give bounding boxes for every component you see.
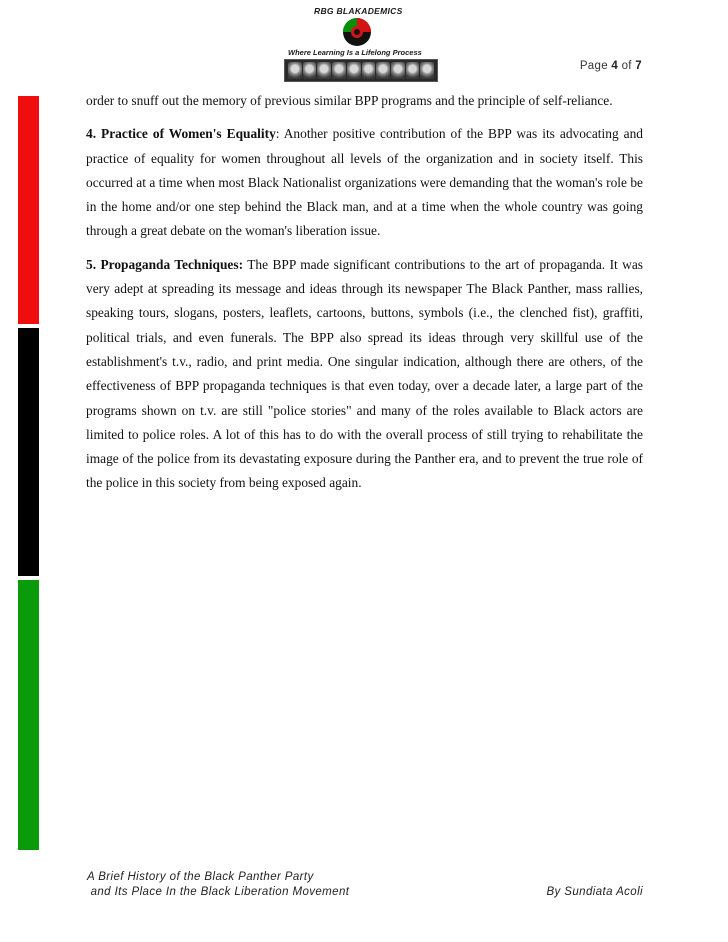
paragraph-womens-equality: 4. Practice of Women's Equality: Another positive contribution of the BPP was its advocating and practice of equality for women throughout all levels of the organization and in society itself. This occurred at a time when most Black Nationalist organizations were demanding that the woman's role be in the home and/or one step behind the Black man, and at a time when the whole country was going through a great debate on the woman's liberation issue. [86, 126, 643, 239]
side-bar-black [18, 328, 39, 576]
footer-title-line1: A Brief History of the Black Panther Party [87, 871, 314, 883]
footer-title-line2: and Its Place In the Black Liberation Movement [87, 886, 350, 898]
header-logo [280, 6, 440, 84]
section-heading: 4. Practice of Women's Equality [86, 126, 276, 142]
page-footer [87, 870, 643, 900]
logo-emblem-icon [342, 17, 372, 47]
paragraph-propaganda: 5. Propaganda Techniques: The BPP made significant contributions to the art of propaganda. It was very adept at spreading its message and ideas through its newspaper The Black Panther, mass rallies, speaking tours, slogans, posters, leaflets, cartoons, buttons, symbols (i.e., the clenched fist), graffiti, political trials, and even funerals. The BPP also spread its ideas through very skillful use of the establishment's t.v., radio, and print media. One singular indication, although there are others, of the effectiveness of BPP propaganda techniques is that even today, over a decade later, a large part of the programs shown on t.v. are still "police stories" and many of the roles available to Black actors are limited to police roles. A lot of this has to do with the overall process of still trying to rehabilitate the image of the police from its devastating exposure during the Panther era, and to prevent the true role of the police in this society from being exposed again. [86, 256, 643, 491]
body-text [86, 89, 643, 505]
logo-portrait-strip [284, 59, 438, 82]
side-bar-red [18, 96, 39, 324]
page-number: Page 4 of 7 [579, 60, 642, 72]
logo-title: RBG BLAKADEMICS [314, 6, 403, 16]
section-heading: 5. Propaganda Techniques: [86, 256, 244, 272]
footer-author: By Sundiata Acoli [546, 886, 643, 898]
paragraph-continued: order to snuff out the memory of previous similar BPP programs and the principle of self-reliance. [86, 93, 613, 108]
logo-tagline: Where Learning Is a Lifelong Process [288, 48, 422, 57]
side-bar-green [18, 580, 39, 850]
